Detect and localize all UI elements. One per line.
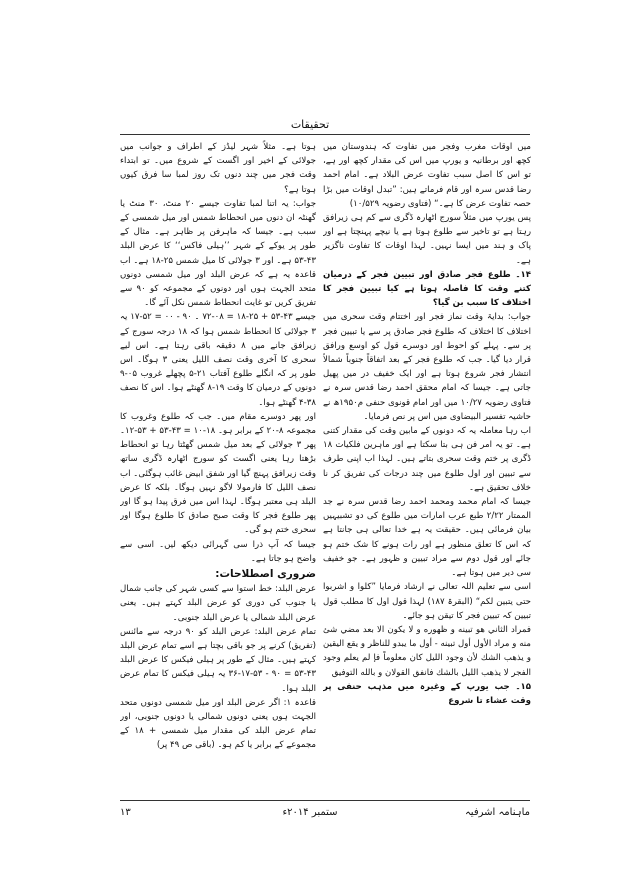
running-title: تحقیقات (290, 118, 330, 131)
header-divider (120, 134, 530, 135)
paragraph: اسی سے تعلیم اللہ تعالی نے ارشاد فرمایا ”کلوا و اشربوا حتی یتبین لکم“ (البقرۃ ۱۸۷) لہذا قول اول کا مطلب قول تبیین کہ تبیین فجر کا تیقن ہو جائے۔ (323, 582, 531, 621)
paragraph: اور پھر دوسرے مقام میں۔ جب کہ طلوع وغروب کا مجموعہ ۸-۲۰ کے برابر ہو۔ ۱۸-۱۰ = ۴۳-۵۳ + ۵۳-۱۲۔ پھر ۳ جولائی کے بعد میل شمس گھٹتا رہا تو انحطاط بڑھتا رہا یعنی اگست کو سورج اٹھارہ ڈگری ساتھ وقت زیرافق پہنچ گیا اور شفق ابیض غائب ہوگئی۔ اب نصف اللیل کا فارمولا لاگو نہیں ہوگا۔ بلکہ کا عرض البلد ہی معتبر ہوگا۔ لہذا اس میں فرق پیدا ہو گا اور پھر طلوع فجر کا وقت صبح صادق کا طلوع ہوگا اور سحری ختم ہو گی۔ (120, 411, 316, 536)
issue-date: ستمبر ۲۰۱۴ء (282, 807, 338, 818)
magazine-name: ماہنامہ اشرفیہ (464, 807, 530, 818)
paragraph: جیسا کہ آپ ذرا سی گہرائی دیکھ لیں۔ اسی سے واضح ہو جاتا ہے۔ (120, 539, 316, 564)
arabic-quote: فمراد الثاني هو تبينه و ظهوره و لا يكون الا بعد مضي شئ منه و مراد الأول أول تبينه - أول ما يبدو للناظر و يقع اليقين و يذهب الشك لأن وجود الليل كان معلوماً فإ لم يعلم وجود الفجر لا يذهب الليل بالشك فانفق القولان و بالله التوفيق (323, 624, 531, 678)
paragraph: جیسے ۴۳-۵۳ + ۲۵-۱۸ = ۰۸-۷۲ ۔ ۹۰ - ۰۰ = ۵۲-۱۷ یہ ۳ جولائی کا انحطاط شمس ہوا کہ ۱۸ درجہ سورج کے زیرافق جانے میں ۸ دقیقہ باقی رہتا ہے۔ اس لیے سحری کا آخری وقت نصف اللیل یعنی ۳ ہوگا۔ اس طور پر کہ انگلے طلوع آفتاب ۲۱-۵ پچھلے غروب ۰۵-۹ دونوں کے درمیان کا وقت ۱۹-۸ گھنٹے ہوا۔ اس کا نصف ۳۸-۴ گھنٹے ہوا۔ (120, 312, 316, 408)
paragraph: میں اوقات مغرب وفجر میں تفاوت کہ ہندوستان میں کچھ اور برطانیہ و یورپ میں اس کی مقدار کچھ اور ہے، تو اس کا اصل سبب تفاوت عرض البلاد ہے۔ امام احمد رضا قدس سرہ اور قام فرماتے ہیں: ”تبدل اوقات میں بڑا حصہ تفاوت عرض کا ہے۔“ (فتاوی رضویہ ۱۰/۵۲۹) (323, 142, 531, 209)
paragraph: ہوتا ہے۔ مثلاً شہر لیڈز کے اطراف و جوانب میں جولائی کے اخیر اور اگست کے شروع میں۔ تو ابتداء وقت فجر میں چند دنوں تک روز لمبا سا فرق کیوں ہوتا ہے؟ (120, 142, 316, 195)
term-definition: عرض البلد: خط استوا سے کسی شہر کی جانب شمال یا جنوب کی دوری کو عرض البلد کہتے ہیں۔ یعنی عرض البلد شمالی یا عرض البلد جنوبی۔ (120, 584, 316, 623)
paragraph: جواب: یہ اتنا لمبا تفاوت جیسے ۲۰ منٹ، ۳۰ منٹ یا گھنٹہ ان دنوں میں انحطاط شمس اور میل شمسی کے سبب ہے۔ جیسا کہ ماہرفن پر ظاہر ہے۔ مثال کے طور پر یوکے کے شہر ’’ہیلی فاکس‘‘ کا عرض البلد ۴۳-۵۳ ہے۔ اور ۳ جولائی کا میل شمس ۲۵-۱۸ ہے۔ اب قاعدہ یہ ہے کہ عرض البلد اور میل شمسی دونوں متحد الجہت ہوں اور دونوں کے مجموعہ کو ۹۰ سے تفریق کریں تو غایت انحطاط شمس نکل آئے گا۔ (120, 198, 316, 309)
paragraph: جیسا کہ امام محمد ومحمد احمد رضا قدس سرہ نے جد الممتار ۲/۲۲ طبع عرب امارات میں طلوع کی دو تشبیہیں بیان فرمائی ہیں۔ حقیقت یہ ہے خدا تعالی ہی جانتا ہے کہ اس کا تعلق منظور ہے اور رات ہونے کا شک ختم ہو جائے اور قول دوم سے مراد تبیین و ظہور ہے۔ جو خفیف سی دیر میں ہوتا ہے۔ (323, 497, 531, 579)
rule-paragraph: قاعدہ ۱: اگر عرض البلد اور میل شمسی دونوں متحد الجہت ہوں یعنی دونوں شمالی یا دونوں جنوبی، اور تمام عرض البلد کی مقدار میل شمسی + ۱۸ کے مجموعے کے برابر یا کم ہو۔ (باقی ص ۴۹ پر) (120, 697, 316, 751)
right-column (323, 140, 531, 800)
question-14: ۱۴۔ طلوع فجر صادق اور تبیین فجر کے درمیان کتنے وقت کا فاصلہ ہوتا ہے کیا تبیین فجر کا اختلاف کا سبب بن گیا؟ (323, 269, 531, 309)
footer-divider (120, 800, 530, 801)
paragraph: پس یورپ میں مثلاً سورج اٹھارہ ڈگری سے کم ہی زیرافق رہتا ہے تو تاخیر سے طلوع ہوتا ہے یا نیچے پہنچتا ہے اور پاک و ہند میں ایسا نہیں۔ لہذا اوقات کا تفاوت ناگزیر ہے۔ (323, 213, 531, 266)
term-definition: تمام عرض البلد: عرض البلد کو ۹۰ درجہ سے مائنس (تفریق) کرنے پر جو باقی بچتا ہے اسے تمام عرض البلد کہتے ہیں۔ مثال کے طور پر ہیلی فیکس کا عرض البلد ۴۳-۵۳ = ۹۰ - ۵۳-۱۷-۳۶ یہ ہیلی فیکس کا تمام عرض البلد ہوا۔ (120, 626, 316, 694)
terms-heading: ضروری اصطلاحات: (215, 568, 316, 581)
paragraph: اب رہا معاملہ یہ کہ دونوں کے مابین وقت کی مقدار کتنی ہے۔ تو یہ امر فن ہی بتا سکتا ہے اور ماہرین فلکیات ۱۸ ڈگری پر ختم وقت سحری بتاتے ہیں۔ لہذا اب اپنی طرف سے تبیین اور اول طلوع میں چند درجات کی تفریق کر نا خلاف تحقیق ہے۔ (323, 426, 531, 493)
page-number: ۱۳ (120, 807, 131, 818)
question-15: ۱۵۔ جب یورپ کے وغیرہ میں مذہب حنفی پر وقت عشاء تا شروع (323, 681, 531, 706)
left-column (120, 140, 316, 800)
paragraph: جواب: بدایۃ وقت نماز فجر اور اختتام وقت سحری میں اختلاف کا اختلاف کہ طلوع فجر صادق پر سے یا تبیین فجر پر سے۔ پہلے کو احوط اور دوسرے قول کو اوسع ورافق قرار دیا گیا۔ جب کہ طلوع فجر کے بعد اتفاقاً جنوباً شمالاً انتشار فجر شروع ہوتا ہے اور ایک خفیف در میں پھیل جاتی ہے۔ جیسا کہ امام محقق احمد رضا قدس سرہ نے فتاوی رضویہ ۱۰/۲۷ میں اور امام قونوی حنفی م۱۹۵۰ھ نے حاشیہ تفسیر البیضاوی میں اس پر نص فرمایا۔ (323, 312, 531, 422)
